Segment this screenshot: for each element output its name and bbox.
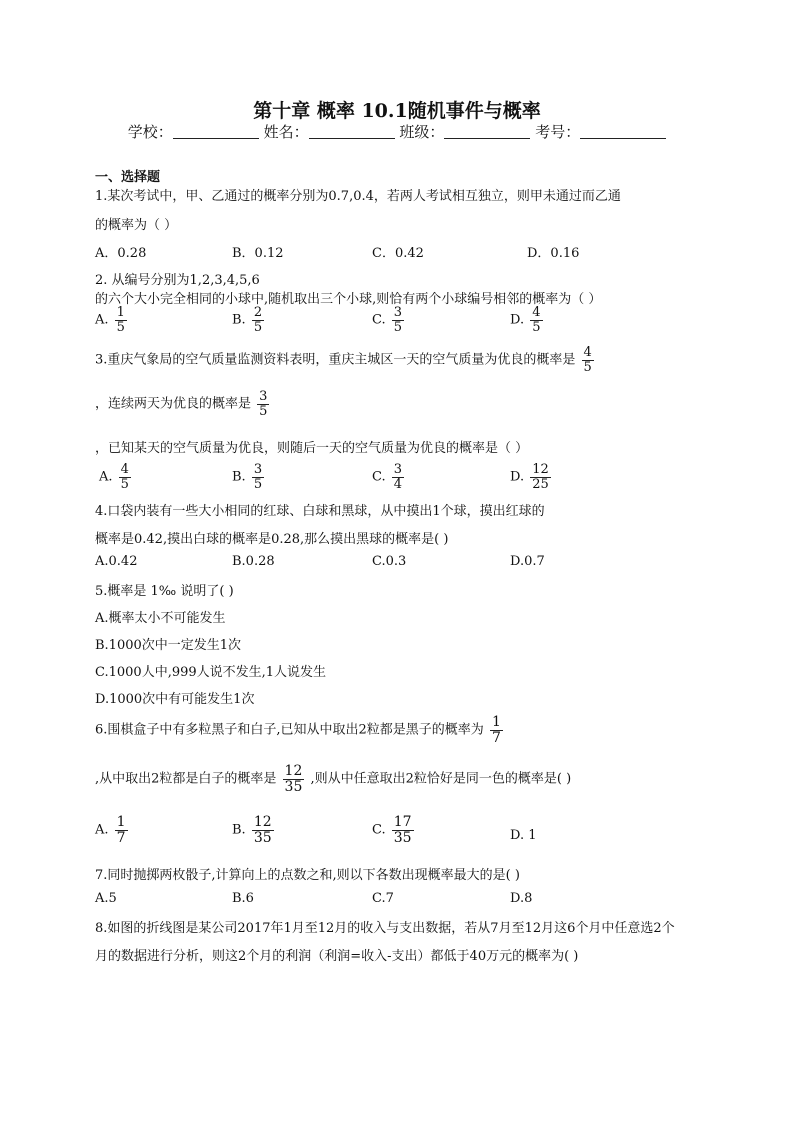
fraction-numerator: 3 <box>393 305 403 320</box>
q3-option-c <box>372 463 406 491</box>
q1-text-line2: 的概率为（ ） <box>95 218 178 233</box>
q4-option-d: D.0.7 <box>510 554 545 569</box>
class-label: 班级： <box>399 123 445 141</box>
student-info-line <box>0 121 794 142</box>
option-label: A. <box>95 312 109 328</box>
q6-stem-part3: ,则从中任意取出2粒恰好是同一色的概率是( ) <box>310 771 572 787</box>
q1-option-a: A．0.28 <box>95 246 147 261</box>
option-label: B. <box>232 469 246 485</box>
q5-text-line1: 5.概率是 1‰ 说明了( ) <box>95 584 234 599</box>
option-label: D. <box>510 469 525 485</box>
q8-text-line1: 8.如图的折线图是某公司2017年1月至12月的收入与支出数据，若从7月至12月这6个月中任意选2个 <box>95 921 675 936</box>
fraction-denominator: 5 <box>116 319 125 335</box>
option-label: C. <box>372 469 386 485</box>
q7-option-c: C.7 <box>372 891 394 906</box>
fraction-numerator: 4 <box>532 305 541 320</box>
page-title: 第十章 概率 10.1随机事件与概率 <box>253 100 541 122</box>
fraction-numerator: 12 <box>284 763 303 779</box>
fraction-numerator: 12 <box>532 462 549 477</box>
fraction-denominator: 35 <box>284 778 303 795</box>
fraction-numerator: 3 <box>253 462 263 477</box>
fraction-numerator: 2 <box>253 305 263 320</box>
q7-option-b: B.6 <box>232 891 254 906</box>
exam-number-label: 考号： <box>535 123 581 141</box>
q6-option-a <box>95 815 130 845</box>
q6-text-line1 <box>95 715 505 745</box>
q6-option-d <box>510 828 537 843</box>
fraction-denominator: 5 <box>253 319 263 335</box>
fraction-numerator: 12 <box>253 814 272 830</box>
q1-option-b: B．0.12 <box>232 246 284 261</box>
fraction-numerator: 4 <box>120 462 129 477</box>
school-blank[interactable] <box>173 124 259 139</box>
q7-option-a: A.5 <box>95 891 117 906</box>
fraction-denominator: 5 <box>259 403 268 419</box>
fraction-denominator: 35 <box>253 829 272 846</box>
class-blank[interactable] <box>444 124 530 139</box>
q3-stem-part2: ，连续两天为优良的概率是 <box>95 396 252 412</box>
q3-text-line3: ，已知某天的空气质量为优良，则随后一天的空气质量为优良的概率是（ ） <box>95 441 529 456</box>
q6-option-b <box>232 815 276 845</box>
option-label: D. <box>510 828 525 843</box>
option-label: B. <box>232 822 246 838</box>
fraction-denominator: 25 <box>532 476 549 492</box>
q2-option-b <box>232 306 266 334</box>
name-label: 姓名： <box>263 123 309 141</box>
option-value: 1 <box>528 828 537 843</box>
fraction-numerator: 1 <box>491 714 501 730</box>
q3-stem-part1: 3.重庆气象局的空气质量监测资料表明，重庆主城区一天的空气质量为优良的概率是 <box>95 352 576 368</box>
fraction-denominator: 4 <box>393 476 403 492</box>
q6-stem-part2: ,从中取出2粒都是白子的概率是 <box>95 771 277 787</box>
q2-option-d <box>510 306 545 334</box>
q3-option-b <box>232 463 266 491</box>
q4-text-line1: 4.口袋内装有一些大小相同的红球、白球和黑球，从中摸出1个球，摸出红球的 <box>95 504 545 519</box>
q4-option-c: C.0.3 <box>372 554 407 569</box>
q1-text-line1: 1.某次考试中，甲、乙通过的概率分别为0.7,0.4，若两人考试相互独立，则甲未通过而乙通 <box>95 189 621 204</box>
fraction-numerator: 17 <box>393 814 412 830</box>
fraction-denominator: 5 <box>583 359 592 375</box>
q2-text-line1: 2. 从编号分别为1,2,3,4,5,6 <box>95 273 260 288</box>
fraction-denominator: 5 <box>253 476 263 492</box>
q4-option-a: A.0.42 <box>95 554 138 569</box>
option-label: C. <box>372 822 386 838</box>
q6-option-c <box>372 815 416 845</box>
fraction-numerator: 1 <box>116 814 126 830</box>
fraction-numerator: 1 <box>116 305 125 320</box>
option-label: C. <box>372 312 386 328</box>
fraction-numerator: 3 <box>393 462 403 477</box>
q5-option-d: D.1000次中有可能发生1次 <box>95 692 255 707</box>
q7-text: 7.同时抛掷两枚骰子,计算向上的点数之和,则以下各数出现概率最大的是( ) <box>95 868 520 883</box>
option-label: B. <box>232 312 246 328</box>
option-label: A. <box>99 469 113 485</box>
q1-option-d: D．0.16 <box>527 246 580 261</box>
q1-option-c: C．0.42 <box>372 246 424 261</box>
exam-number-blank[interactable] <box>580 124 666 139</box>
q5-option-a: A.概率太小不可能发生 <box>95 611 226 626</box>
q6-text-line2 <box>95 764 571 794</box>
fraction-denominator: 35 <box>393 829 412 846</box>
section-heading: 一、选择题 <box>95 170 161 185</box>
school-label: 学校： <box>127 123 173 141</box>
fraction-numerator: 3 <box>259 389 268 404</box>
fraction-numerator: 4 <box>583 345 592 360</box>
q2-option-c <box>372 306 406 334</box>
q3-text-line2 <box>95 390 271 418</box>
q5-option-c: C.1000人中,999人说不发生,1人说发生 <box>95 665 327 680</box>
q2-text-line2: 的六个大小完全相同的小球中,随机取出三个小球,则恰有两个小球编号相邻的概率为（ ） <box>95 292 602 307</box>
q6-stem-part1: 6.围棋盒子中有多粒黑子和白子,已知从中取出2粒都是黑子的概率为 <box>95 722 484 738</box>
q2-option-a <box>95 306 129 334</box>
fraction-denominator: 5 <box>532 319 541 335</box>
fraction-denominator: 7 <box>116 829 126 846</box>
q3-option-a <box>99 463 133 491</box>
name-blank[interactable] <box>309 124 395 139</box>
q3-option-d <box>510 463 553 491</box>
option-label: A. <box>95 822 109 838</box>
q5-option-b: B.1000次中一定发生1次 <box>95 638 242 653</box>
q4-option-b: B.0.28 <box>232 554 275 569</box>
q3-text-line1 <box>95 346 596 374</box>
q8-text-line2: 月的数据进行分析，则这2个月的利润（利润=收入-支出）都低于40万元的概率为( ) <box>95 949 579 964</box>
q4-text-line2: 概率是0.42,摸出白球的概率是0.28,那么摸出黑球的概率是( ) <box>95 532 449 547</box>
option-label: D. <box>510 312 525 328</box>
q7-option-d: D.8 <box>510 891 533 906</box>
fraction-denominator: 7 <box>491 729 501 746</box>
fraction-denominator: 5 <box>120 476 129 492</box>
fraction-denominator: 5 <box>393 319 403 335</box>
